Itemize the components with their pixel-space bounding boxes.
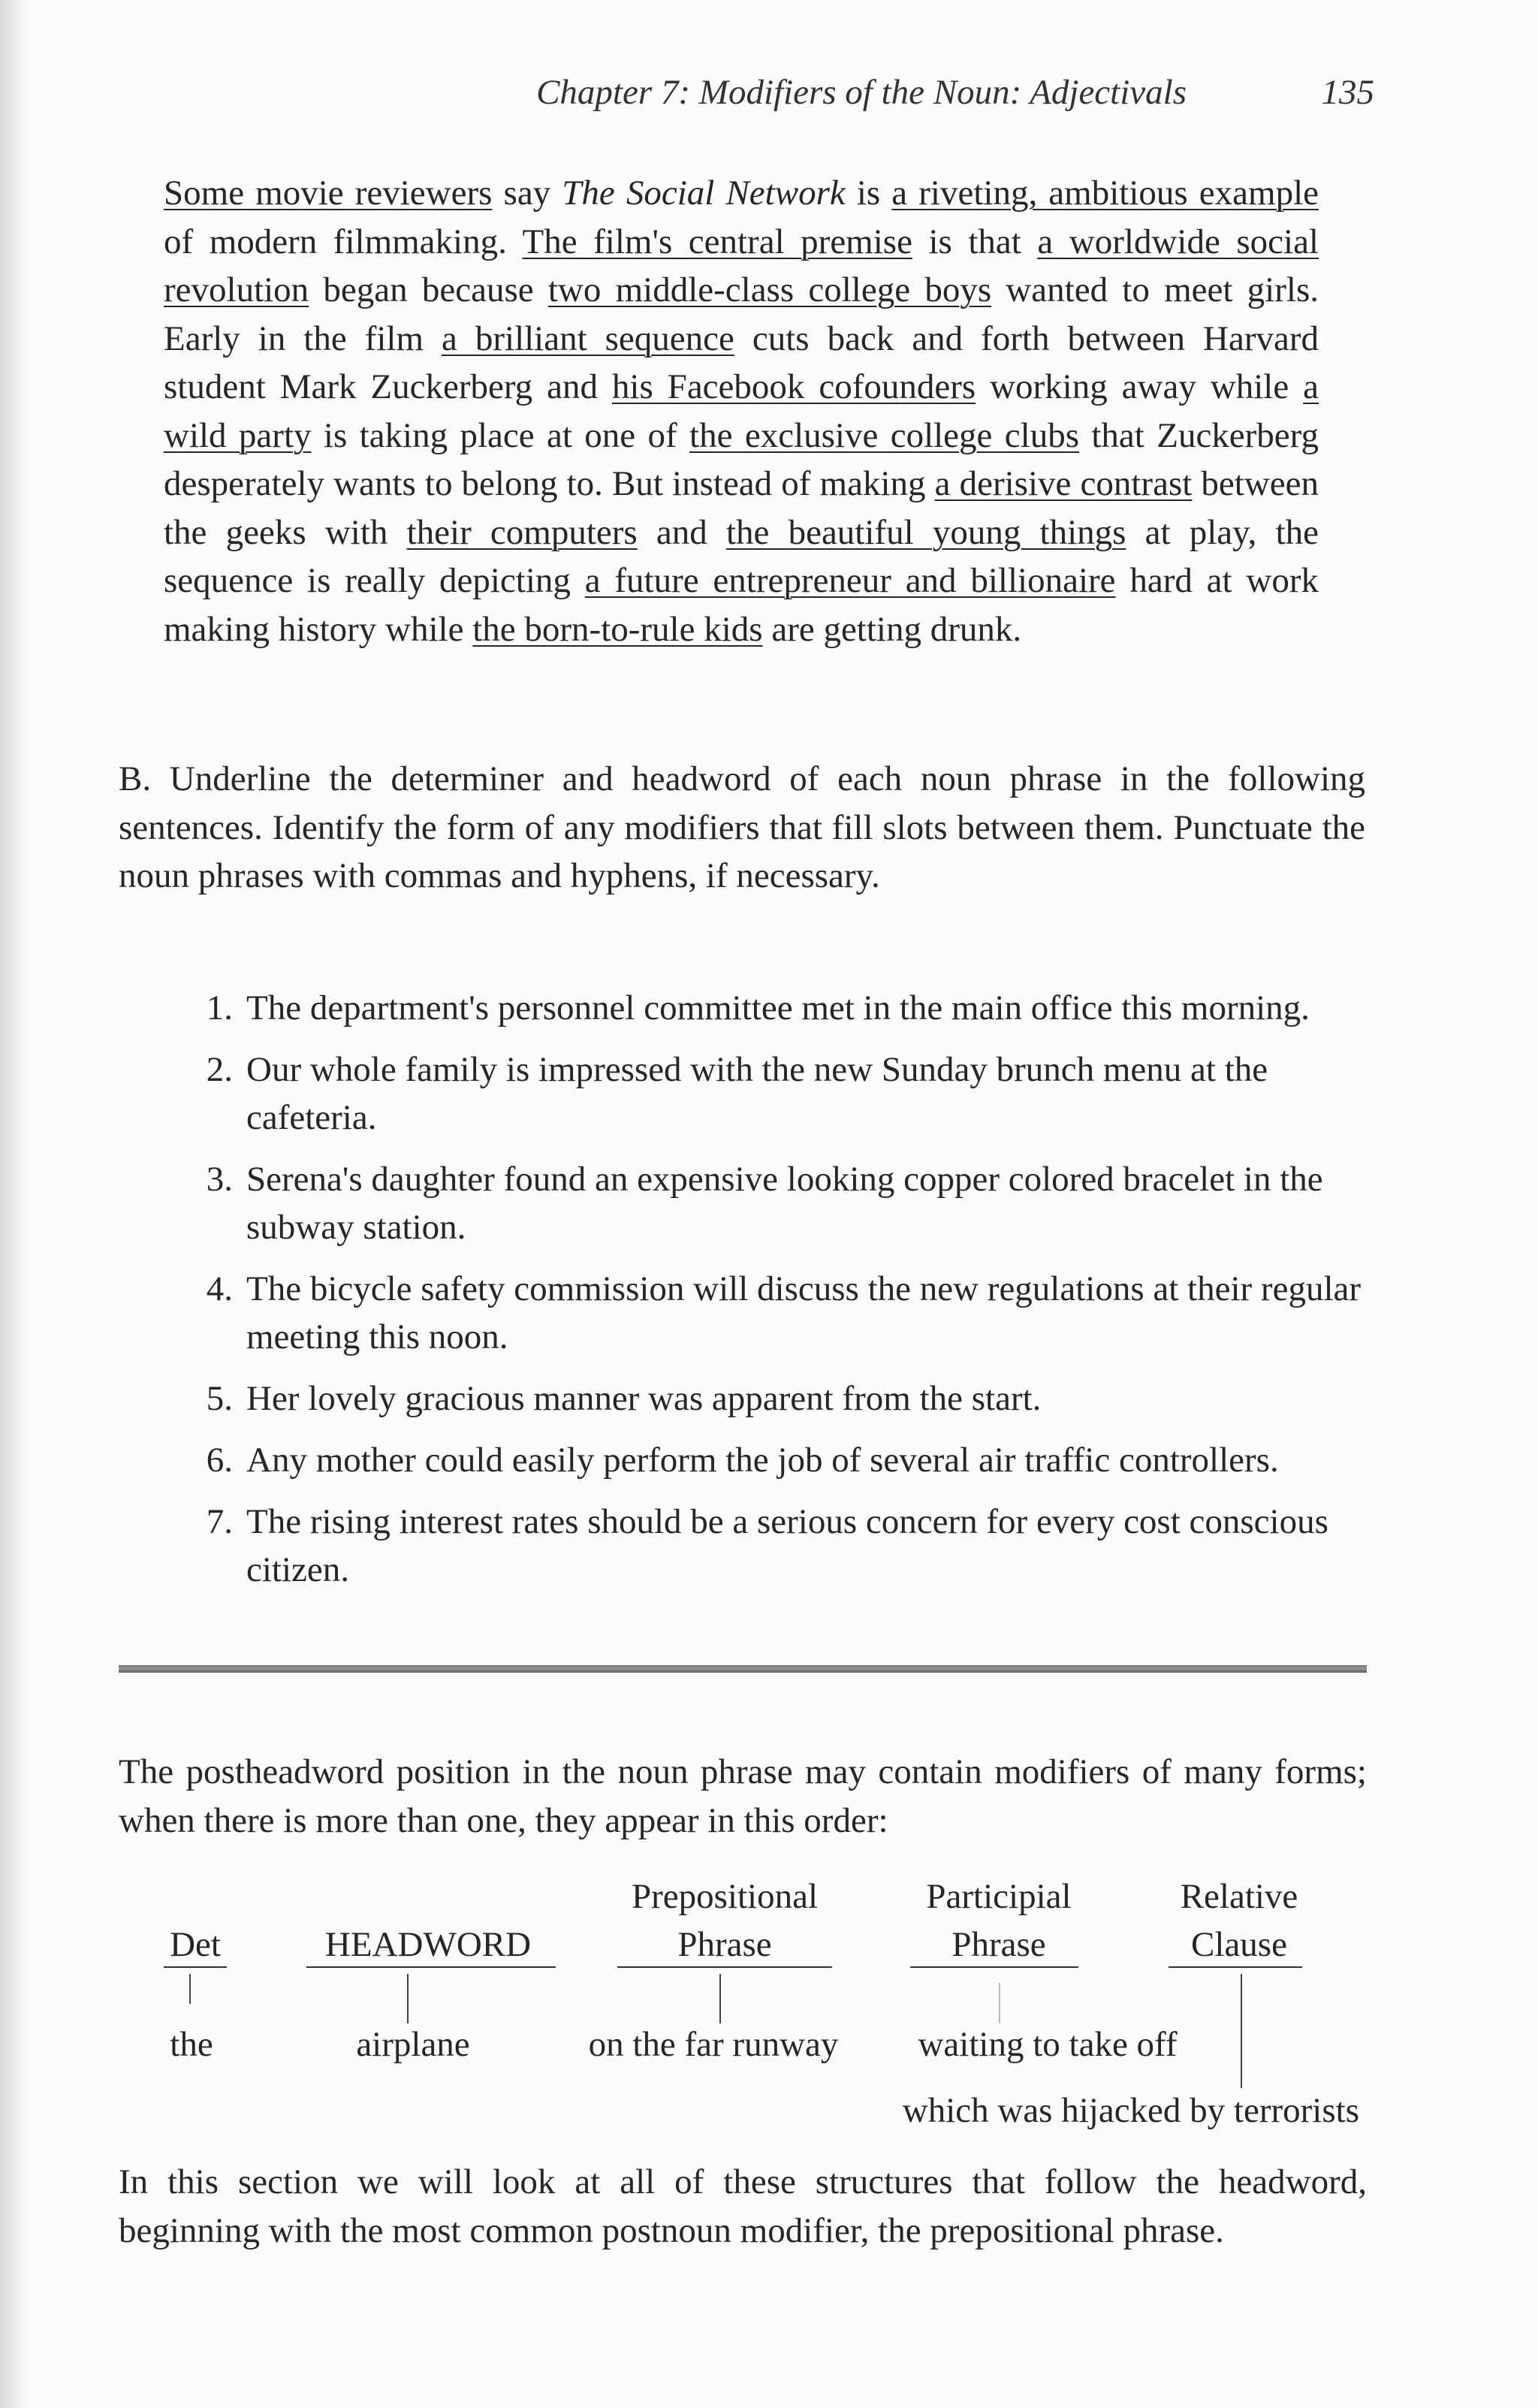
header-prep-line2: Phrase bbox=[677, 1925, 772, 1964]
noun-phrase: the born-to-rule kids bbox=[472, 609, 763, 649]
header-rel-underline bbox=[1169, 1966, 1302, 1968]
header-headword: HEADWORD bbox=[324, 1925, 532, 1964]
item-text: The department's personnel committee met in the main office this morning. bbox=[246, 988, 1310, 1027]
text-run: working away while bbox=[976, 367, 1304, 406]
header-det-underline bbox=[164, 1966, 227, 1968]
item-number: 3. bbox=[206, 1160, 233, 1199]
list-item bbox=[180, 984, 1374, 1032]
text-run: is that bbox=[912, 222, 1038, 261]
film-title: The Social Network bbox=[562, 174, 846, 213]
text-run: that Zuckerberg desperately wants to belong to. But instead of making bbox=[164, 415, 1319, 503]
example-rel: which was hijacked by terrorists bbox=[902, 2091, 1359, 2130]
running-header bbox=[150, 72, 1374, 125]
item-text: The rising interest rates should be a serious concern for every cost conscious citizen. bbox=[246, 1502, 1328, 1589]
page-gutter-shadow bbox=[0, 0, 30, 2408]
noun-phrase: two middle-class college boys bbox=[547, 270, 992, 309]
text-run: at play, the sequence is really depicting bbox=[164, 512, 1319, 600]
item-number: 1. bbox=[206, 988, 233, 1027]
item-text: The bicycle safety commission will discuss the new regulations at their regular meeting this noon. bbox=[246, 1269, 1362, 1356]
list-item bbox=[180, 1498, 1374, 1594]
noun-phrase: the exclusive college clubs bbox=[689, 415, 1079, 455]
connector-det bbox=[189, 1974, 191, 2004]
text-run: wanted to meet girls. Early in the film bbox=[164, 270, 1319, 358]
page-number: 135 bbox=[1321, 73, 1374, 112]
item-text: Serena's daughter found an expensive looking copper colored bracelet in the subway station. bbox=[246, 1160, 1323, 1247]
noun-phrase: a brilliant sequence bbox=[442, 318, 734, 358]
list-item bbox=[180, 1265, 1374, 1361]
noun-phrase: a wild party bbox=[164, 367, 1319, 455]
example-headword: airplane bbox=[356, 2025, 470, 2064]
item-number: 4. bbox=[206, 1269, 233, 1308]
text-run: and bbox=[637, 512, 726, 552]
list-item bbox=[180, 1436, 1374, 1484]
item-text: Any mother could easily perform the job of several air traffic controllers. bbox=[246, 1441, 1279, 1480]
header-prep-underline bbox=[617, 1966, 832, 1968]
text-run: of modern filmmaking. bbox=[164, 222, 523, 261]
closing-paragraph: In this section we will look at all of these structures that follow the headword, beginning with the most common postnoun modifier, the prepositional phrase. bbox=[119, 2162, 1367, 2250]
header-rel-line2: Clause bbox=[1191, 1925, 1287, 1964]
text-run: began because bbox=[309, 270, 548, 309]
noun-phrase: the beautiful young things bbox=[725, 512, 1126, 552]
connector-part bbox=[999, 1983, 1000, 2023]
section-divider bbox=[119, 1665, 1367, 1673]
item-number: 6. bbox=[206, 1441, 233, 1480]
item-number: 2. bbox=[206, 1050, 233, 1089]
noun-phrase: their computers bbox=[406, 512, 638, 552]
item-number: 5. bbox=[206, 1379, 233, 1418]
noun-phrase: The film's central premise bbox=[522, 222, 912, 261]
header-rel-line1: Relative bbox=[1180, 1877, 1298, 1916]
example-paragraph bbox=[164, 169, 1319, 653]
header-headword-underline bbox=[306, 1966, 556, 1968]
postheadword-intro: The postheadword position in the noun phrase may contain modifiers of many forms; when there is more than one, they appear in this order: bbox=[119, 1752, 1367, 1840]
exercise-b-instructions: B. Underline the determiner and headword of each noun phrase in the following sentences. Identify the form of any modifiers that fill slots between them. Punctuate the noun phrases with commas and hyphens, if necessary. bbox=[119, 759, 1365, 895]
list-item bbox=[180, 1155, 1374, 1251]
header-prep-line1: Prepositional bbox=[631, 1877, 819, 1916]
exercise-b-list bbox=[180, 984, 1374, 1607]
text-run: is taking place at one of bbox=[311, 415, 690, 455]
chapter-title: Chapter 7: Modifiers of the Noun: Adjectivals bbox=[536, 73, 1187, 112]
noun-phrase: a worldwide social revolution bbox=[164, 222, 1319, 309]
text-run: cuts back and forth between Harvard student Mark Zuckerberg and bbox=[164, 318, 1319, 406]
list-item bbox=[180, 1374, 1374, 1423]
example-prep: on the far runway bbox=[588, 2025, 839, 2064]
text-run: say bbox=[492, 174, 562, 213]
example-det: the bbox=[170, 2025, 213, 2064]
text-run: hard at work making history while bbox=[164, 561, 1319, 649]
header-part-line2: Phrase bbox=[951, 1925, 1046, 1964]
example-part: waiting to take off bbox=[918, 2025, 1178, 2064]
text-run: are getting drunk. bbox=[762, 609, 1022, 649]
connector-rel bbox=[1241, 1974, 1242, 2088]
connector-headword bbox=[407, 1974, 409, 2023]
noun-phrase: a riveting, ambitious example bbox=[891, 174, 1319, 213]
noun-phrase: Some movie reviewers bbox=[164, 174, 493, 213]
item-text: Our whole family is impressed with the new Sunday brunch menu at the cafeteria. bbox=[246, 1050, 1268, 1137]
header-part-underline bbox=[910, 1966, 1078, 1968]
list-item bbox=[180, 1046, 1374, 1142]
connector-prep bbox=[719, 1974, 721, 2023]
text-run: is bbox=[845, 174, 892, 213]
noun-phrase: a future entrepreneur and billionaire bbox=[584, 561, 1116, 600]
item-text: Her lovely gracious manner was apparent from the start. bbox=[246, 1379, 1042, 1418]
noun-phrase: his Facebook cofounders bbox=[611, 367, 976, 406]
text-run: between the geeks with bbox=[164, 464, 1319, 552]
header-det: Det bbox=[170, 1925, 221, 1964]
item-number: 7. bbox=[206, 1502, 233, 1541]
noun-phrase: a derisive contrast bbox=[934, 464, 1193, 503]
header-part-line1: Participial bbox=[926, 1877, 1072, 1916]
